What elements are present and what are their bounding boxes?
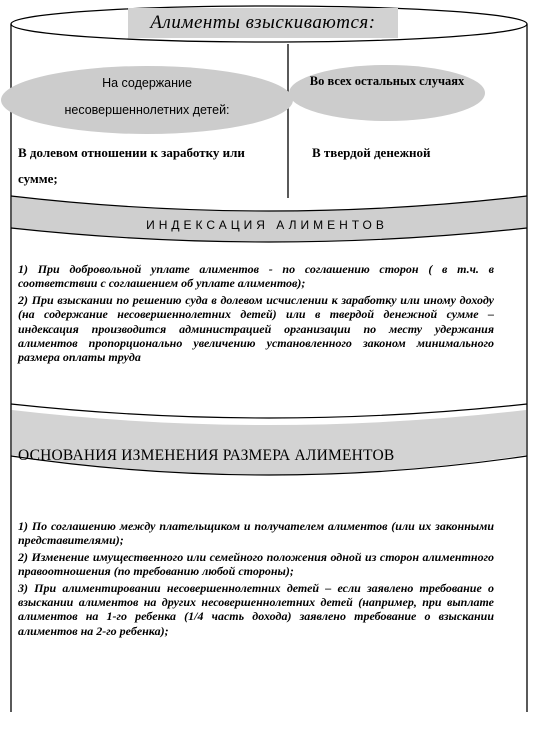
right-column-text: В твердой денежной	[312, 145, 431, 160]
right-oval-label: Во всех остальных случаях	[309, 74, 465, 88]
left-oval-line2: несовершеннолетних детей:	[64, 103, 230, 117]
left-column-text	[18, 140, 286, 192]
grounds-item: 2) Изменение имущественного или семейного положения одной из сторон алиментного правоотношения (по требованию любой стороны);	[18, 549, 494, 579]
grounds-header: ОСНОВАНИЯ ИЗМЕНЕНИЯ РАЗМЕРА АЛИМЕНТОВ	[18, 447, 395, 464]
left-column-line1: В долевом отношении к заработку или	[18, 145, 245, 160]
diagram-title: Алименты взыскиваются:	[128, 8, 398, 38]
arc-3	[11, 404, 527, 418]
grounds-item: 3) При алиментировании несовершеннолетних детей – если заявлено требование о взыскании алиментов на других несовершеннолетних детей (например, при выплате алиментов на 1-го ребенка (1/4 часть дохода) заявлено требование о взыскании алиментов на 2-го ребенка);	[18, 580, 494, 638]
left-oval-label	[6, 70, 288, 124]
indexation-list	[18, 262, 494, 367]
indexation-item: 2) При взыскании по решению суда в долевом исчислении к заработку или иному доходу (на содержание несовершеннолетних детей) или в твердой денежной сумме – индексация производится администрацией организации по месту удержания алиментов пропорционально увеличению установленного законом минимального размера оплаты труда	[18, 292, 494, 365]
indexation-header: ИНДЕКСАЦИЯ АЛИМЕНТОВ	[146, 218, 388, 232]
grounds-item: 1) По соглашению между плательщиком и получателем алиментов (или их законными представителями);	[18, 519, 494, 548]
left-oval-line1: На содержание	[102, 76, 192, 90]
indexation-item: 1) При добровольной уплате алиментов - по соглашению сторон ( в т.ч. в соответствии с соглашением об уплате алиментов);	[18, 262, 494, 291]
left-column-line2: сумме;	[18, 171, 58, 186]
grounds-list	[18, 519, 494, 640]
